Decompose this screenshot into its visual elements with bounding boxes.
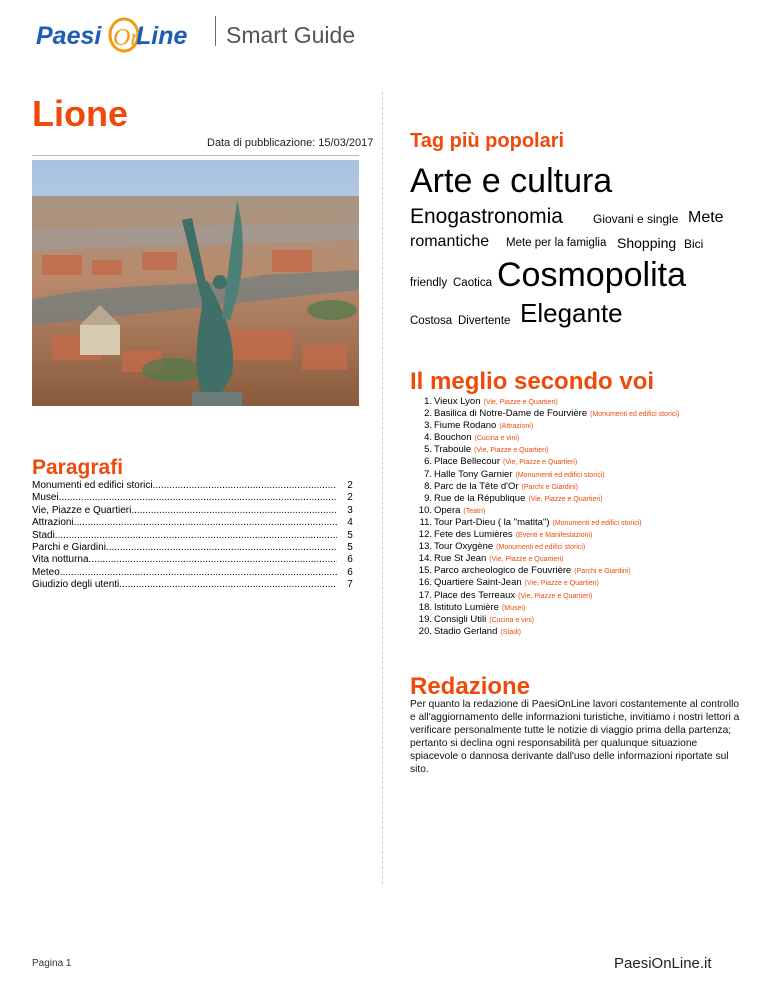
city-title: Lione <box>32 93 128 134</box>
best-item-category[interactable]: (Monumenti ed edifici storici) <box>515 471 605 479</box>
best-item-category[interactable]: (Parchi e Giardini) <box>574 568 631 576</box>
best-list-item[interactable] <box>412 614 679 626</box>
best-item-name[interactable]: Place des Terreaux <box>434 589 516 601</box>
toc-row[interactable] <box>32 567 360 579</box>
best-list-item[interactable] <box>412 577 679 589</box>
toc-page-number: 7 <box>347 579 353 591</box>
toc-row[interactable] <box>32 517 360 529</box>
best-item-category[interactable]: (Vie, Piazze e Quartieri) <box>518 592 593 600</box>
toc-label: Monumenti ed edifici storici ..... <box>32 480 337 492</box>
header-subtitle: Smart Guide <box>226 22 356 48</box>
toc-label: Vie, Piazze e Quartieri ..... <box>32 505 337 517</box>
best-list-item[interactable] <box>412 541 679 553</box>
best-item-category[interactable]: (Eventi e Manifestazioni) <box>515 532 593 540</box>
toc-row[interactable] <box>32 480 360 492</box>
toc-row[interactable] <box>32 505 360 517</box>
redazione-title: Redazione <box>410 673 531 700</box>
best-item-name[interactable]: Fiume Rodano <box>434 420 497 432</box>
best-item-number: 9. <box>424 492 432 504</box>
tag-link[interactable]: Bici <box>684 237 704 251</box>
tag-link[interactable]: friendly <box>410 277 448 289</box>
best-list-item[interactable] <box>412 420 679 432</box>
toc-label: Stadi ..... <box>32 530 337 542</box>
tags-title: Tag più popolari <box>410 130 565 152</box>
best-list-item[interactable] <box>412 481 679 493</box>
column-divider <box>382 92 383 884</box>
tag-link[interactable]: Mete <box>688 209 724 226</box>
toc-label: Meteo ..... <box>32 567 337 579</box>
best-item-name[interactable]: Rue de la République <box>434 492 526 504</box>
best-item-name[interactable]: Parco archeologico de Fouvrière <box>434 565 572 577</box>
best-item-category[interactable]: (Cucina e vini) <box>474 435 520 443</box>
best-item-name[interactable]: Tour Part-Dieu ( la "matita") <box>434 516 550 528</box>
title-rule <box>32 155 359 156</box>
best-item-number: 6. <box>424 456 432 468</box>
toc-page-number: 4 <box>347 517 353 529</box>
best-item-number: 14. <box>418 553 432 565</box>
publication-date: Data di pubblicazione: 15/03/2017 <box>207 137 374 149</box>
toc-row[interactable] <box>32 530 360 542</box>
best-item-name[interactable]: Parc de la Tête d'Or <box>434 480 519 492</box>
best-item-number: 3. <box>424 420 432 432</box>
best-list-item[interactable] <box>412 565 679 577</box>
best-list-item[interactable] <box>412 456 679 468</box>
best-item-category[interactable]: (Monumenti ed edifici storici) <box>552 519 642 527</box>
best-item-category[interactable]: (Vie, Piazze e Quartieri) <box>483 399 558 406</box>
toc-page-number: 5 <box>347 529 353 541</box>
best-item-number: 17. <box>418 589 432 601</box>
tag-link[interactable]: Enogastronomia <box>410 205 563 228</box>
toc-label: Parchi e Giardini ..... <box>32 542 337 554</box>
best-list-item[interactable] <box>412 444 679 456</box>
tag-link[interactable]: Shopping <box>617 235 677 251</box>
page-number: Pagina 1 <box>32 958 72 969</box>
tag-link[interactable]: Divertente <box>458 315 511 327</box>
tag-link[interactable]: Caotica <box>453 277 492 289</box>
best-item-category[interactable]: (Teatri) <box>463 507 486 515</box>
paragrafi-title: Paragrafi <box>32 456 124 479</box>
best-item-number: 7. <box>424 468 432 480</box>
best-item-number: 8. <box>424 480 432 492</box>
best-list-item[interactable] <box>412 553 679 565</box>
best-item-category[interactable]: (Parchi e Giardini) <box>521 483 578 491</box>
best-item-name[interactable]: Rue St Jean <box>434 553 487 565</box>
toc-page-number: 2 <box>347 492 353 504</box>
best-list-item[interactable] <box>412 529 679 541</box>
best-item-number: 10. <box>418 504 432 516</box>
tag-link[interactable]: Arte e cultura <box>410 162 613 200</box>
best-item-number: 5. <box>424 444 432 456</box>
best-list <box>412 396 679 638</box>
best-item-name[interactable]: Quartiere Saint-Jean <box>434 577 522 589</box>
logo-text-on: On <box>113 25 143 51</box>
toc-row[interactable] <box>32 492 360 504</box>
toc-page-number: 6 <box>347 554 353 566</box>
best-item-name[interactable]: Traboule <box>434 444 472 456</box>
best-item-name[interactable]: Istituto Lumière <box>434 601 499 613</box>
best-item-number: 11. <box>419 516 432 528</box>
city-photo <box>32 160 359 406</box>
best-item-category[interactable]: (Musei) <box>501 604 526 612</box>
tag-link[interactable]: Costosa <box>410 315 453 327</box>
table-of-contents <box>32 480 360 592</box>
best-item-name[interactable]: Tour Oxygène <box>434 541 494 553</box>
paesionline-logo <box>36 14 196 54</box>
toc-row[interactable] <box>32 579 360 591</box>
best-item-name[interactable]: Opera <box>434 504 461 516</box>
best-list-item[interactable] <box>412 505 679 517</box>
logo-text-paesi: Paesi <box>36 22 102 50</box>
best-list-item[interactable] <box>412 590 679 602</box>
tag-link[interactable]: Elegante <box>520 298 623 328</box>
best-item-number: 13. <box>418 541 432 553</box>
best-item-number: 15. <box>418 565 432 577</box>
best-item-name[interactable]: Halle Tony Garnier <box>434 468 513 480</box>
toc-page-number: 5 <box>347 541 353 553</box>
best-item-name[interactable]: Consigli Utili <box>434 613 487 625</box>
best-title: Il meglio secondo voi <box>410 368 655 395</box>
best-item-name[interactable]: Vieux Lyon <box>434 396 481 407</box>
toc-page-number: 6 <box>347 566 353 578</box>
best-list-item[interactable] <box>412 469 679 481</box>
best-list-item[interactable] <box>412 408 679 420</box>
toc-label: Vita notturna ..... <box>32 554 337 566</box>
toc-label: Giudizio degli utenti ..... <box>32 579 337 591</box>
best-item-category[interactable]: (Vie, Piazze e Quartieri) <box>528 495 603 503</box>
toc-row[interactable] <box>32 542 360 554</box>
best-item-number: 18. <box>418 601 432 613</box>
best-item-category[interactable]: (Vie, Piazze e Quartieri) <box>489 556 564 564</box>
best-item-category[interactable]: (Vie, Piazze e Quartieri) <box>474 447 549 455</box>
best-list-item[interactable] <box>412 602 679 614</box>
best-item-category[interactable]: (Monumenti ed edifici storici) <box>590 411 680 419</box>
best-item-category[interactable]: (Vie, Piazze e Quartieri) <box>503 459 578 467</box>
toc-row[interactable] <box>32 554 360 566</box>
best-item-name[interactable]: Stadio Gerland <box>434 625 498 637</box>
best-item-name[interactable]: Basilica di Notre-Dame de Fourvière <box>434 408 588 420</box>
tag-link[interactable]: Giovani e single <box>593 212 679 226</box>
toc-page-number: 2 <box>347 480 353 491</box>
toc-label: Attrazioni ..... <box>32 517 337 529</box>
best-item-number: 4. <box>424 432 432 444</box>
tag-link[interactable]: romantiche <box>410 233 490 250</box>
footer-site[interactable]: PaesiOnLine.it <box>614 955 712 972</box>
toc-page-number: 3 <box>347 504 353 516</box>
best-item-number: 16. <box>418 577 432 589</box>
best-item-category[interactable]: (Stadi) <box>500 628 521 636</box>
best-list-item[interactable] <box>412 626 679 638</box>
toc-label: Musei ..... <box>32 492 337 504</box>
header-separator <box>215 16 216 46</box>
tag-link[interactable]: Mete per la famiglia <box>506 237 607 249</box>
best-list-item[interactable] <box>412 517 679 529</box>
best-list-item[interactable] <box>412 493 679 505</box>
best-item-name[interactable]: Place Bellecour <box>434 456 501 468</box>
best-list-item[interactable] <box>412 396 679 408</box>
best-item-category[interactable]: (Monumenti ed edifici storici) <box>496 544 586 552</box>
tag-link[interactable]: Cosmopolita <box>497 256 686 294</box>
best-list-item[interactable] <box>412 432 679 444</box>
redazione-text: Per quanto la redazione di PaesiOnLine lavori costantemente al controllo e all'aggiornamento delle informazioni turistiche, invitiamo i nostri lettori a verificare personalmente tutte le notizie di viaggio prima della partenza; pertanto si declina ogni responsabilità per qualunque situazione spiacevole o dannosa derivante dall'uso delle informazioni riportate sul sito. <box>410 699 740 775</box>
best-item-number: 19. <box>418 613 432 625</box>
best-item-name[interactable]: Fete des Lumières <box>434 529 513 541</box>
best-item-number: 12. <box>418 529 432 541</box>
best-item-number: 2. <box>424 408 432 420</box>
logo-text-line: Line <box>136 22 188 50</box>
best-item-number: 20. <box>418 625 432 637</box>
best-item-name[interactable]: Bouchon <box>434 432 472 444</box>
best-item-category[interactable]: (Attrazioni) <box>499 423 534 431</box>
best-item-category[interactable]: (Vie, Piazze e Quartieri) <box>524 580 599 588</box>
best-item-number: 1. <box>424 396 432 407</box>
best-item-category[interactable]: (Cucina e vini) <box>489 616 535 624</box>
